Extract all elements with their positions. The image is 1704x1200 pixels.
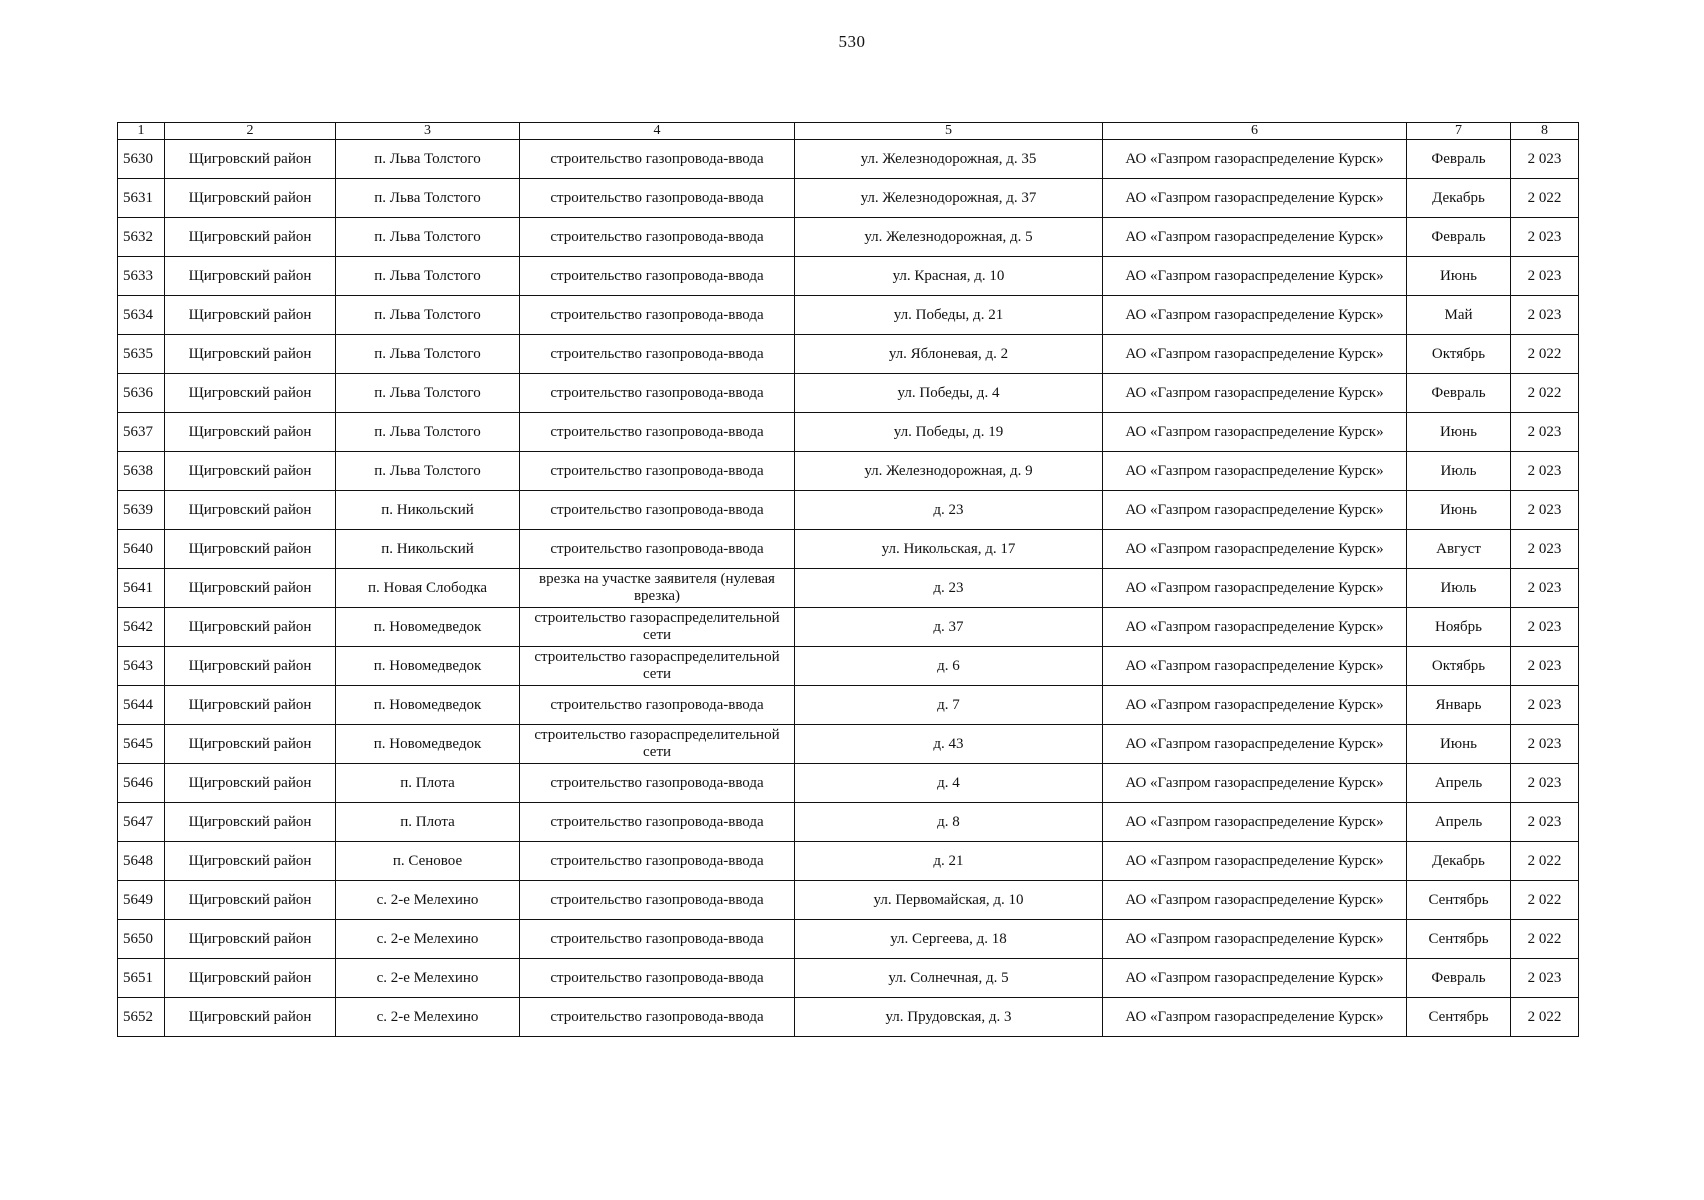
organization-cell: АО «Газпром газораспределение Курск» — [1103, 920, 1407, 959]
district-cell: Щигровский район — [165, 491, 336, 530]
table-row — [118, 569, 1579, 608]
address-cell: д. 7 — [795, 686, 1103, 725]
address-cell: д. 23 — [795, 491, 1103, 530]
row-number-cell: 5649 — [118, 881, 165, 920]
locality-cell: п. Новомедведок — [336, 647, 520, 686]
table-row — [118, 413, 1579, 452]
row-number-cell: 5650 — [118, 920, 165, 959]
month-cell: Июль — [1407, 452, 1511, 491]
district-cell: Щигровский район — [165, 803, 336, 842]
row-number-cell: 5634 — [118, 296, 165, 335]
address-cell: ул. Прудовская, д. 3 — [795, 998, 1103, 1037]
address-cell: ул. Победы, д. 19 — [795, 413, 1103, 452]
year-cell: 2 023 — [1511, 296, 1579, 335]
locality-cell: с. 2-е Мелехино — [336, 920, 520, 959]
year-cell: 2 023 — [1511, 491, 1579, 530]
locality-cell: п. Льва Толстого — [336, 179, 520, 218]
column-number-8: 8 — [1511, 123, 1579, 140]
year-cell: 2 022 — [1511, 335, 1579, 374]
month-cell: Август — [1407, 530, 1511, 569]
organization-cell: АО «Газпром газораспределение Курск» — [1103, 140, 1407, 179]
month-cell: Декабрь — [1407, 842, 1511, 881]
row-number-cell: 5642 — [118, 608, 165, 647]
column-number-1: 1 — [118, 123, 165, 140]
row-number-cell: 5652 — [118, 998, 165, 1037]
district-cell: Щигровский район — [165, 881, 336, 920]
organization-cell: АО «Газпром газораспределение Курск» — [1103, 647, 1407, 686]
table-row — [118, 881, 1579, 920]
work-type-cell: строительство газопровода-ввода — [520, 998, 795, 1037]
address-cell: д. 43 — [795, 725, 1103, 764]
month-cell: Декабрь — [1407, 179, 1511, 218]
month-cell: Ноябрь — [1407, 608, 1511, 647]
row-number-cell: 5635 — [118, 335, 165, 374]
organization-cell: АО «Газпром газораспределение Курск» — [1103, 764, 1407, 803]
district-cell: Щигровский район — [165, 959, 336, 998]
district-cell: Щигровский район — [165, 608, 336, 647]
year-cell: 2 023 — [1511, 257, 1579, 296]
address-cell: ул. Железнодорожная, д. 37 — [795, 179, 1103, 218]
row-number-cell: 5640 — [118, 530, 165, 569]
locality-cell: п. Льва Толстого — [336, 374, 520, 413]
address-cell: ул. Победы, д. 4 — [795, 374, 1103, 413]
table-row — [118, 140, 1579, 179]
row-number-cell: 5638 — [118, 452, 165, 491]
table-row — [118, 296, 1579, 335]
row-number-cell: 5651 — [118, 959, 165, 998]
table-row — [118, 218, 1579, 257]
district-cell: Щигровский район — [165, 335, 336, 374]
year-cell: 2 023 — [1511, 686, 1579, 725]
gasification-table — [117, 122, 1579, 1037]
district-cell: Щигровский район — [165, 725, 336, 764]
work-type-cell: строительство газопровода-ввода — [520, 140, 795, 179]
year-cell: 2 023 — [1511, 803, 1579, 842]
organization-cell: АО «Газпром газораспределение Курск» — [1103, 179, 1407, 218]
column-number-2: 2 — [165, 123, 336, 140]
row-number-cell: 5648 — [118, 842, 165, 881]
month-cell: Июнь — [1407, 257, 1511, 296]
table-row — [118, 803, 1579, 842]
locality-cell: п. Льва Толстого — [336, 413, 520, 452]
address-cell: ул. Сергеева, д. 18 — [795, 920, 1103, 959]
month-cell: Февраль — [1407, 374, 1511, 413]
table-row — [118, 608, 1579, 647]
district-cell: Щигровский район — [165, 179, 336, 218]
organization-cell: АО «Газпром газораспределение Курск» — [1103, 881, 1407, 920]
row-number-cell: 5637 — [118, 413, 165, 452]
row-number-cell: 5644 — [118, 686, 165, 725]
locality-cell: п. Льва Толстого — [336, 452, 520, 491]
year-cell: 2 022 — [1511, 881, 1579, 920]
organization-cell: АО «Газпром газораспределение Курск» — [1103, 530, 1407, 569]
work-type-cell: строительство газопровода-ввода — [520, 257, 795, 296]
district-cell: Щигровский район — [165, 998, 336, 1037]
work-type-cell: строительство газопровода-ввода — [520, 842, 795, 881]
month-cell: Сентябрь — [1407, 920, 1511, 959]
year-cell: 2 023 — [1511, 608, 1579, 647]
work-type-cell: строительство газопровода-ввода — [520, 764, 795, 803]
work-type-cell: строительство газопровода-ввода — [520, 452, 795, 491]
month-cell: Сентябрь — [1407, 998, 1511, 1037]
district-cell: Щигровский район — [165, 413, 336, 452]
address-cell: ул. Никольская, д. 17 — [795, 530, 1103, 569]
work-type-cell: строительство газопровода-ввода — [520, 413, 795, 452]
work-type-cell: строительство газопровода-ввода — [520, 881, 795, 920]
locality-cell: п. Никольский — [336, 530, 520, 569]
row-number-cell: 5647 — [118, 803, 165, 842]
month-cell: Февраль — [1407, 959, 1511, 998]
locality-cell: п. Льва Толстого — [336, 140, 520, 179]
month-cell: Февраль — [1407, 218, 1511, 257]
table-row — [118, 530, 1579, 569]
work-type-cell: строительство газопровода-ввода — [520, 959, 795, 998]
address-cell: д. 21 — [795, 842, 1103, 881]
work-type-cell: строительство газопровода-ввода — [520, 491, 795, 530]
month-cell: Октябрь — [1407, 647, 1511, 686]
district-cell: Щигровский район — [165, 218, 336, 257]
address-cell: д. 23 — [795, 569, 1103, 608]
year-cell: 2 023 — [1511, 140, 1579, 179]
table-row — [118, 920, 1579, 959]
row-number-cell: 5645 — [118, 725, 165, 764]
address-cell: ул. Железнодорожная, д. 9 — [795, 452, 1103, 491]
district-cell: Щигровский район — [165, 764, 336, 803]
row-number-cell: 5641 — [118, 569, 165, 608]
work-type-cell: строительство газопровода-ввода — [520, 218, 795, 257]
organization-cell: АО «Газпром газораспределение Курск» — [1103, 257, 1407, 296]
row-number-cell: 5646 — [118, 764, 165, 803]
organization-cell: АО «Газпром газораспределение Курск» — [1103, 725, 1407, 764]
organization-cell: АО «Газпром газораспределение Курск» — [1103, 218, 1407, 257]
district-cell: Щигровский район — [165, 140, 336, 179]
organization-cell: АО «Газпром газораспределение Курск» — [1103, 374, 1407, 413]
year-cell: 2 023 — [1511, 452, 1579, 491]
table-row — [118, 452, 1579, 491]
table-row — [118, 647, 1579, 686]
organization-cell: АО «Газпром газораспределение Курск» — [1103, 296, 1407, 335]
address-cell: д. 8 — [795, 803, 1103, 842]
locality-cell: п. Сеновое — [336, 842, 520, 881]
organization-cell: АО «Газпром газораспределение Курск» — [1103, 608, 1407, 647]
year-cell: 2 023 — [1511, 218, 1579, 257]
month-cell: Апрель — [1407, 764, 1511, 803]
locality-cell: с. 2-е Мелехино — [336, 998, 520, 1037]
locality-cell: п. Льва Толстого — [336, 257, 520, 296]
locality-cell: п. Льва Толстого — [336, 218, 520, 257]
column-number-5: 5 — [795, 123, 1103, 140]
organization-cell: АО «Газпром газораспределение Курск» — [1103, 413, 1407, 452]
organization-cell: АО «Газпром газораспределение Курск» — [1103, 842, 1407, 881]
month-cell: Сентябрь — [1407, 881, 1511, 920]
locality-cell: п. Плота — [336, 803, 520, 842]
month-cell: Октябрь — [1407, 335, 1511, 374]
work-type-cell: строительство газопровода-ввода — [520, 179, 795, 218]
address-cell: ул. Железнодорожная, д. 5 — [795, 218, 1103, 257]
month-cell: Май — [1407, 296, 1511, 335]
table-row — [118, 764, 1579, 803]
district-cell: Щигровский район — [165, 569, 336, 608]
district-cell: Щигровский район — [165, 452, 336, 491]
organization-cell: АО «Газпром газораспределение Курск» — [1103, 491, 1407, 530]
table-body — [118, 123, 1579, 1037]
address-cell: ул. Первомайская, д. 10 — [795, 881, 1103, 920]
page-number: 530 — [838, 32, 866, 51]
month-cell: Январь — [1407, 686, 1511, 725]
year-cell: 2 023 — [1511, 647, 1579, 686]
organization-cell: АО «Газпром газораспределение Курск» — [1103, 998, 1407, 1037]
locality-cell: п. Новомедведок — [336, 608, 520, 647]
table-row — [118, 725, 1579, 764]
district-cell: Щигровский район — [165, 842, 336, 881]
column-number-3: 3 — [336, 123, 520, 140]
organization-cell: АО «Газпром газораспределение Курск» — [1103, 452, 1407, 491]
month-cell: Июнь — [1407, 491, 1511, 530]
year-cell: 2 022 — [1511, 842, 1579, 881]
month-cell: Апрель — [1407, 803, 1511, 842]
address-cell: ул. Победы, д. 21 — [795, 296, 1103, 335]
work-type-cell: строительство газопровода-ввода — [520, 374, 795, 413]
table-row — [118, 686, 1579, 725]
locality-cell: п. Льва Толстого — [336, 296, 520, 335]
year-cell: 2 022 — [1511, 998, 1579, 1037]
work-type-cell: врезка на участке заявителя (нулевая врезка) — [520, 569, 795, 608]
year-cell: 2 022 — [1511, 179, 1579, 218]
work-type-cell: строительство газопровода-ввода — [520, 335, 795, 374]
row-number-cell: 5643 — [118, 647, 165, 686]
row-number-cell: 5631 — [118, 179, 165, 218]
year-cell: 2 023 — [1511, 530, 1579, 569]
district-cell: Щигровский район — [165, 257, 336, 296]
organization-cell: АО «Газпром газораспределение Курск» — [1103, 686, 1407, 725]
district-cell: Щигровский район — [165, 296, 336, 335]
month-cell: Июнь — [1407, 725, 1511, 764]
locality-cell: п. Новомедведок — [336, 686, 520, 725]
address-cell: ул. Железнодорожная, д. 35 — [795, 140, 1103, 179]
work-type-cell: строительство газопровода-ввода — [520, 686, 795, 725]
organization-cell: АО «Газпром газораспределение Курск» — [1103, 569, 1407, 608]
work-type-cell: строительство газораспределительной сети — [520, 725, 795, 764]
district-cell: Щигровский район — [165, 686, 336, 725]
table-row — [118, 179, 1579, 218]
work-type-cell: строительство газораспределительной сети — [520, 608, 795, 647]
address-cell: ул. Красная, д. 10 — [795, 257, 1103, 296]
row-number-cell: 5633 — [118, 257, 165, 296]
work-type-cell: строительство газопровода-ввода — [520, 296, 795, 335]
work-type-cell: строительство газопровода-ввода — [520, 920, 795, 959]
column-number-7: 7 — [1407, 123, 1511, 140]
locality-cell: п. Новомедведок — [336, 725, 520, 764]
column-number-6: 6 — [1103, 123, 1407, 140]
locality-cell: с. 2-е Мелехино — [336, 959, 520, 998]
year-cell: 2 023 — [1511, 413, 1579, 452]
table-row — [118, 257, 1579, 296]
row-number-cell: 5630 — [118, 140, 165, 179]
row-number-cell: 5639 — [118, 491, 165, 530]
organization-cell: АО «Газпром газораспределение Курск» — [1103, 335, 1407, 374]
month-cell: Июнь — [1407, 413, 1511, 452]
year-cell: 2 023 — [1511, 569, 1579, 608]
column-number-4: 4 — [520, 123, 795, 140]
year-cell: 2 023 — [1511, 725, 1579, 764]
table-row — [118, 374, 1579, 413]
table-row — [118, 959, 1579, 998]
month-cell: Июль — [1407, 569, 1511, 608]
locality-cell: п. Никольский — [336, 491, 520, 530]
address-cell: ул. Солнечная, д. 5 — [795, 959, 1103, 998]
table-row — [118, 998, 1579, 1037]
work-type-cell: строительство газопровода-ввода — [520, 803, 795, 842]
table-row — [118, 842, 1579, 881]
district-cell: Щигровский район — [165, 647, 336, 686]
address-cell: д. 6 — [795, 647, 1103, 686]
column-number-row — [118, 123, 1579, 140]
row-number-cell: 5636 — [118, 374, 165, 413]
work-type-cell: строительство газопровода-ввода — [520, 530, 795, 569]
organization-cell: АО «Газпром газораспределение Курск» — [1103, 803, 1407, 842]
row-number-cell: 5632 — [118, 218, 165, 257]
year-cell: 2 022 — [1511, 374, 1579, 413]
year-cell: 2 023 — [1511, 764, 1579, 803]
address-cell: ул. Яблоневая, д. 2 — [795, 335, 1103, 374]
table-row — [118, 491, 1579, 530]
locality-cell: с. 2-е Мелехино — [336, 881, 520, 920]
locality-cell: п. Новая Слободка — [336, 569, 520, 608]
district-cell: Щигровский район — [165, 530, 336, 569]
organization-cell: АО «Газпром газораспределение Курск» — [1103, 959, 1407, 998]
year-cell: 2 022 — [1511, 920, 1579, 959]
address-cell: д. 4 — [795, 764, 1103, 803]
locality-cell: п. Плота — [336, 764, 520, 803]
district-cell: Щигровский район — [165, 374, 336, 413]
table-row — [118, 335, 1579, 374]
month-cell: Февраль — [1407, 140, 1511, 179]
address-cell: д. 37 — [795, 608, 1103, 647]
district-cell: Щигровский район — [165, 920, 336, 959]
year-cell: 2 023 — [1511, 959, 1579, 998]
locality-cell: п. Льва Толстого — [336, 335, 520, 374]
work-type-cell: строительство газораспределительной сети — [520, 647, 795, 686]
